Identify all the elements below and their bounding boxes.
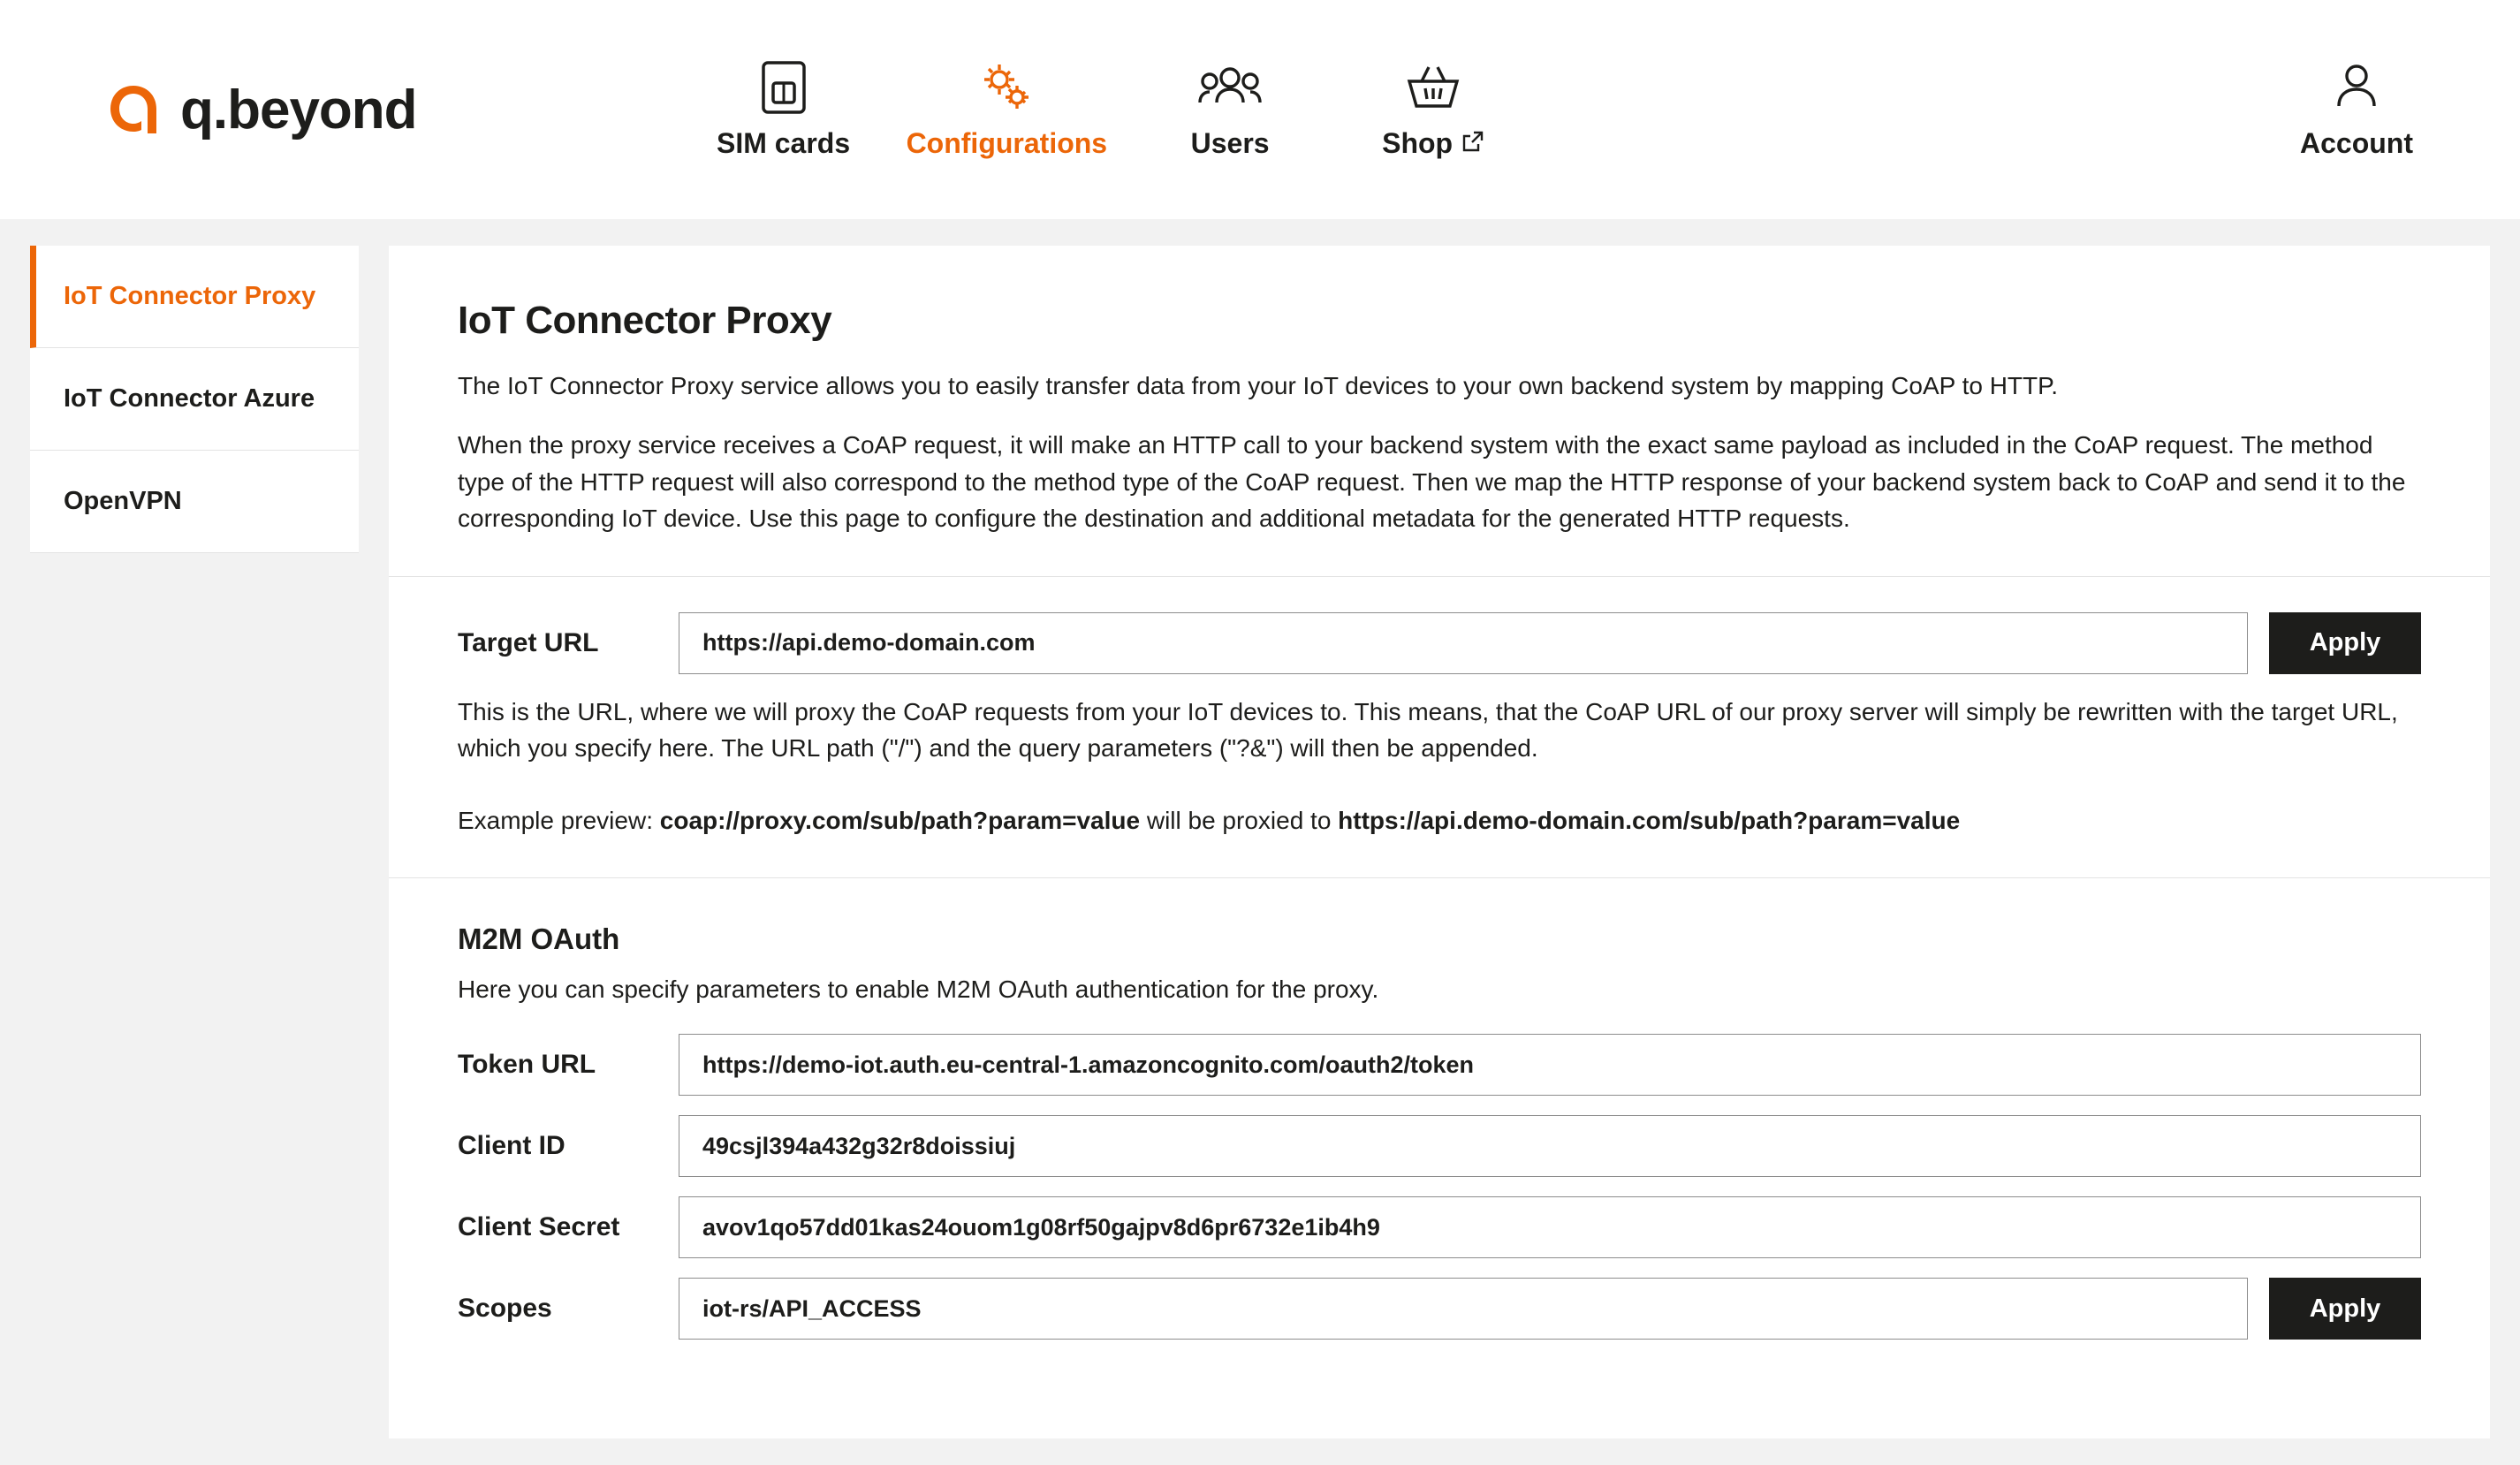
intro-paragraph-2: When the proxy service receives a CoAP request, it will make an HTTP call to your backend system with the exact same payload as included in the CoAP request. The method type of the HTTP request will also correspond to the method type of the CoAP request. Then we map the HTTP response of your backend system back to CoAP and send it to the corresponding IoT device. Use this page to configure the destination and additional metadata for the generated HTTP requests. [458,431,2406,533]
client-secret-label: Client Secret [458,1212,620,1242]
brand-name: q.beyond [180,79,417,140]
sidebar-item-iot-connector-proxy[interactable] [30,246,359,348]
target-url-apply-button[interactable]: Apply [2269,612,2421,674]
m2m-oauth-section [389,878,2490,1398]
target-url-row [458,612,2421,674]
example-prefix: Example preview: [458,806,660,834]
target-url-input[interactable] [679,612,2248,674]
brand-logo[interactable] [106,79,417,141]
nav-label-configurations: Configurations [906,126,1108,159]
person-icon [2333,60,2380,115]
token-url-input[interactable] [679,1034,2421,1096]
scopes-row [458,1278,2421,1340]
external-link-icon [1461,127,1484,160]
sidebar-item-label: OpenVPN [64,487,182,515]
m2m-oauth-apply-button[interactable]: Apply [2269,1278,2421,1340]
nav-label-users: Users [1190,126,1270,159]
nav-item-sim-cards[interactable] [682,60,885,160]
page-title: IoT Connector Proxy [458,299,832,342]
target-url-description: This is the URL, where we will proxy the CoAP requests from your IoT devices to. This means, that the CoAP URL of our proxy server will simply be rewritten with the target URL, which you specify here. The URL path ("/") and the query parameters ("?&") will then be appended. [458,697,2398,763]
main-nav [682,60,2458,160]
users-icon [1197,60,1263,115]
target-url-label: Target URL [458,627,599,657]
intro-section [389,246,2490,577]
page-body [0,219,2520,1465]
nav-item-configurations[interactable] [885,60,1129,160]
token-url-row [458,1034,2421,1096]
target-url-section [389,577,2490,878]
sidebar-item-iot-connector-azure[interactable] [30,348,359,451]
nav-label-shop [1382,127,1484,160]
scopes-input[interactable] [679,1278,2248,1340]
basket-icon [1404,60,1462,115]
q-beyond-logo-icon [106,82,161,137]
nav-item-account[interactable] [2255,60,2458,160]
client-id-row [458,1115,2421,1177]
client-id-label: Client ID [458,1131,565,1161]
example-middle: will be proxied to [1140,806,1339,834]
nav-label-sim-cards: SIM cards [716,126,851,159]
client-secret-row [458,1196,2421,1258]
token-url-label: Token URL [458,1050,596,1080]
client-id-input[interactable] [679,1115,2421,1177]
top-navigation-bar [0,0,2520,219]
m2m-oauth-title: M2M OAuth [458,922,620,956]
nav-label-account: Account [2300,126,2413,159]
client-secret-input[interactable] [679,1196,2421,1258]
gears-icon [977,60,1036,115]
sim-card-icon [760,60,808,115]
sidebar-item-label: IoT Connector Proxy [64,282,316,310]
example-source-url: coap://proxy.com/sub/path?param=value [659,806,1141,834]
sidebar-item-label: IoT Connector Azure [64,384,315,413]
sidebar-item-openvpn[interactable] [30,451,359,553]
m2m-oauth-description: Here you can specify parameters to enable M2M OAuth authentication for the proxy. [458,975,1379,1004]
scopes-label: Scopes [458,1294,552,1324]
nav-item-users[interactable] [1128,60,1332,160]
example-target-url: https://api.demo-domain.com/sub/path?param=value [1338,806,1961,834]
nav-label-shop-text: Shop [1382,126,1454,159]
main-content-panel [389,246,2490,1438]
target-url-example [458,802,2421,839]
config-sidebar [30,246,359,553]
nav-item-shop[interactable] [1332,60,1535,160]
intro-paragraph-1: The IoT Connector Proxy service allows you to easily transfer data from your IoT devices to your own backend system by mapping CoAP to HTTP. [458,372,2058,399]
